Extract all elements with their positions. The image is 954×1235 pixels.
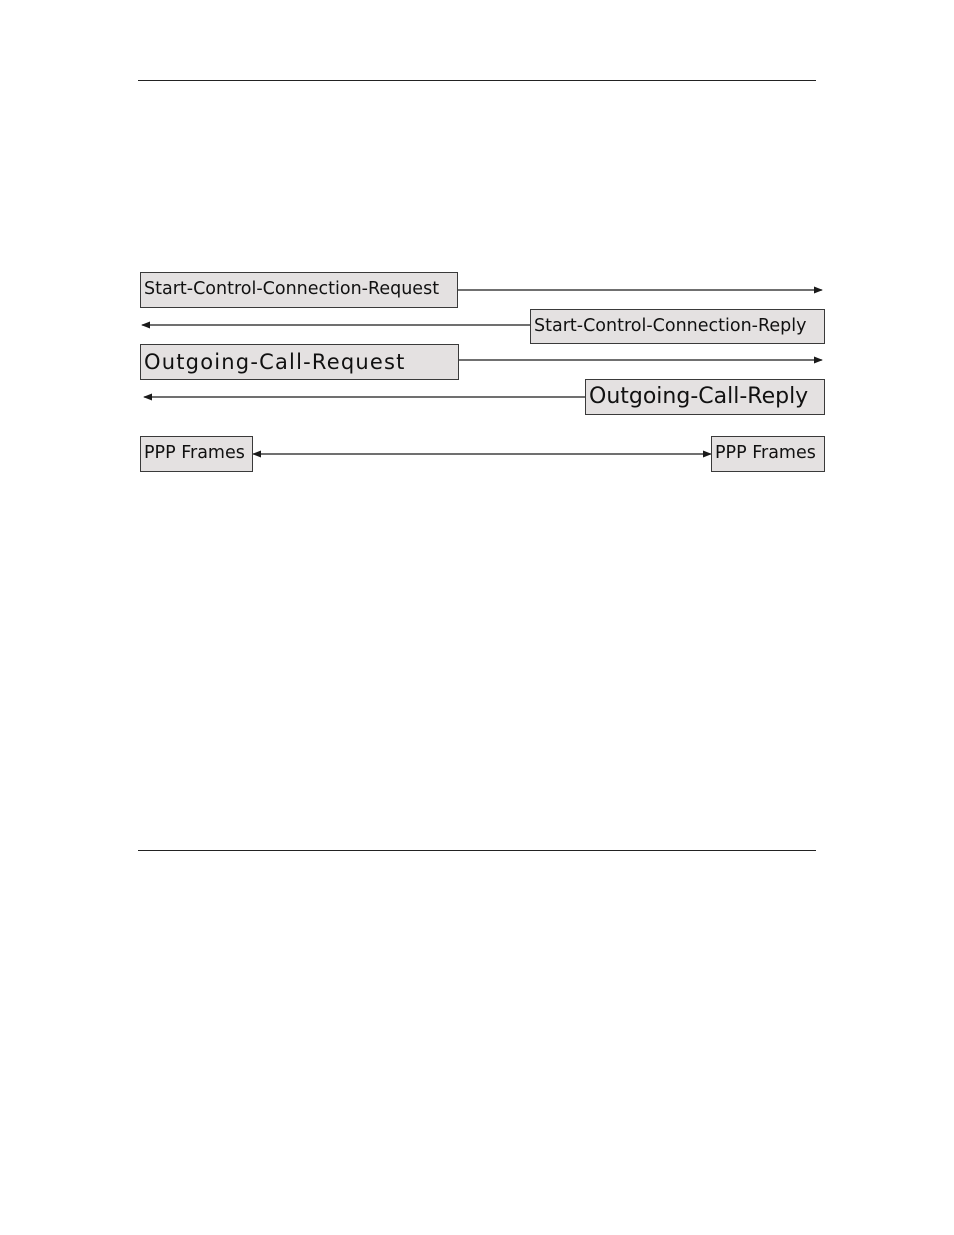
start-control-connection-reply-label: Start-Control-Connection-Reply <box>534 315 807 336</box>
start-control-connection-reply-box <box>530 309 825 344</box>
outgoing-call-reply-box <box>585 379 825 415</box>
outgoing-call-request-label: Outgoing-Call-Request <box>144 349 406 374</box>
start-control-connection-request-label: Start-Control-Connection-Request <box>144 279 440 300</box>
outgoing-call-request-box <box>140 344 459 380</box>
start-control-connection-request-box <box>140 272 458 308</box>
ppp-frames-left-label: PPP Frames <box>144 443 245 464</box>
ppp-frames-left-box <box>140 436 253 472</box>
outgoing-call-reply-label: Outgoing-Call-Reply <box>589 384 809 409</box>
ppp-frames-right-label: PPP Frames <box>715 443 816 464</box>
footer-rule <box>138 850 816 851</box>
ppp-frames-right-box <box>711 436 825 472</box>
